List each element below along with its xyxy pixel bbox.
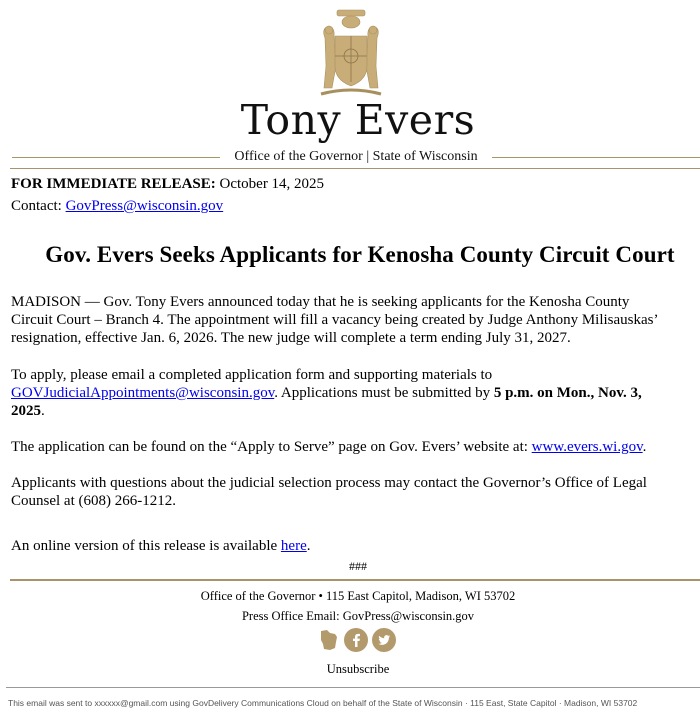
deadline-year: 2025 <box>11 403 41 419</box>
office-subtitle: Office of the Governor | State of Wisconsin <box>234 149 478 164</box>
wisconsin-seal-logo <box>313 8 389 100</box>
paragraph-line: resignation, effective Jan. 6, 2026. The new judge will complete a term ending July 31, 2027. <box>11 330 571 346</box>
wordmark-text: Tony Evers <box>240 96 476 144</box>
governor-name-wordmark <box>0 96 700 144</box>
paragraph-questions <box>11 474 700 510</box>
divider <box>492 157 700 158</box>
footer-address: Office of the Governor • 115 East Capitol, Madison, WI 53702 <box>200 589 516 603</box>
release-date: October 14, 2025 <box>219 176 325 192</box>
paragraph-text: . <box>41 403 45 419</box>
contact-line <box>11 197 223 215</box>
paragraph-text: The application can be found on the “Apply to Serve” page on Gov. Evers’ website at: <box>11 439 532 455</box>
paragraph-online-version <box>11 537 700 555</box>
deadline-text: 5 p.m. on Mon., Nov. 3, <box>493 385 642 401</box>
paragraph-text: . Applications must be submitted by <box>274 385 494 401</box>
paragraph-text: . <box>642 439 647 455</box>
paragraph-apply <box>11 366 700 420</box>
paragraph-line: Applicants with questions about the judicial selection process may contact the Governor’s Office of Legal <box>11 475 647 491</box>
fineprint: This email was sent to xxxxxx@gmail.com using GovDelivery Communications Cloud on behalf of the State of Wisconsin · 115 East, State Capitol · Madison, WI 53702 <box>8 698 638 708</box>
release-label: FOR IMMEDIATE RELEASE: <box>11 176 216 192</box>
paragraph-line: Circuit Court – Branch 4. The appointment will fill a vacancy being created by Judge Anthony Milisauskas’ <box>11 312 659 328</box>
headline: Gov. Evers Seeks Applicants for Kenosha County Circuit Court <box>45 242 675 267</box>
twitter-icon[interactable] <box>372 628 396 657</box>
paragraph-line: MADISON — Gov. Tony Evers announced today that he is seeking applicants for the Kenosha County <box>11 294 630 310</box>
unsubscribe-link[interactable]: Unsubscribe <box>326 662 390 676</box>
paragraph-line: To apply, please email a completed application form and supporting materials to <box>11 367 493 383</box>
paragraph-application <box>11 438 700 456</box>
contact-label: Contact: <box>11 198 62 214</box>
judicial-appointments-email-link[interactable]: GOVJudicialAppointments@wisconsin.gov <box>11 385 275 401</box>
paragraph-line <box>11 384 700 402</box>
office-subtitle-row <box>12 148 700 166</box>
paragraph-line: Counsel at (608) 266-1212. <box>11 493 176 509</box>
fineprint-divider <box>6 687 700 688</box>
paragraph-text: An online version of this release is available <box>11 538 281 554</box>
wisconsin-state-icon[interactable] <box>318 628 340 657</box>
release-date-line <box>11 175 324 193</box>
paragraph-announcement <box>11 293 700 347</box>
footer-divider <box>10 579 700 581</box>
contact-email-link[interactable]: GovPress@wisconsin.gov <box>65 198 224 214</box>
end-mark: ### <box>349 559 367 573</box>
paragraph-line <box>11 402 700 420</box>
online-version-link[interactable]: here <box>280 538 307 554</box>
header-divider <box>10 168 700 169</box>
divider <box>12 157 220 158</box>
paragraph-text: . <box>306 538 311 554</box>
footer-press-email: Press Office Email: GovPress@wisconsin.gov <box>241 609 475 623</box>
social-icons <box>318 628 396 657</box>
evers-website-link[interactable]: www.evers.wi.gov <box>531 439 643 455</box>
facebook-icon[interactable] <box>344 628 368 657</box>
